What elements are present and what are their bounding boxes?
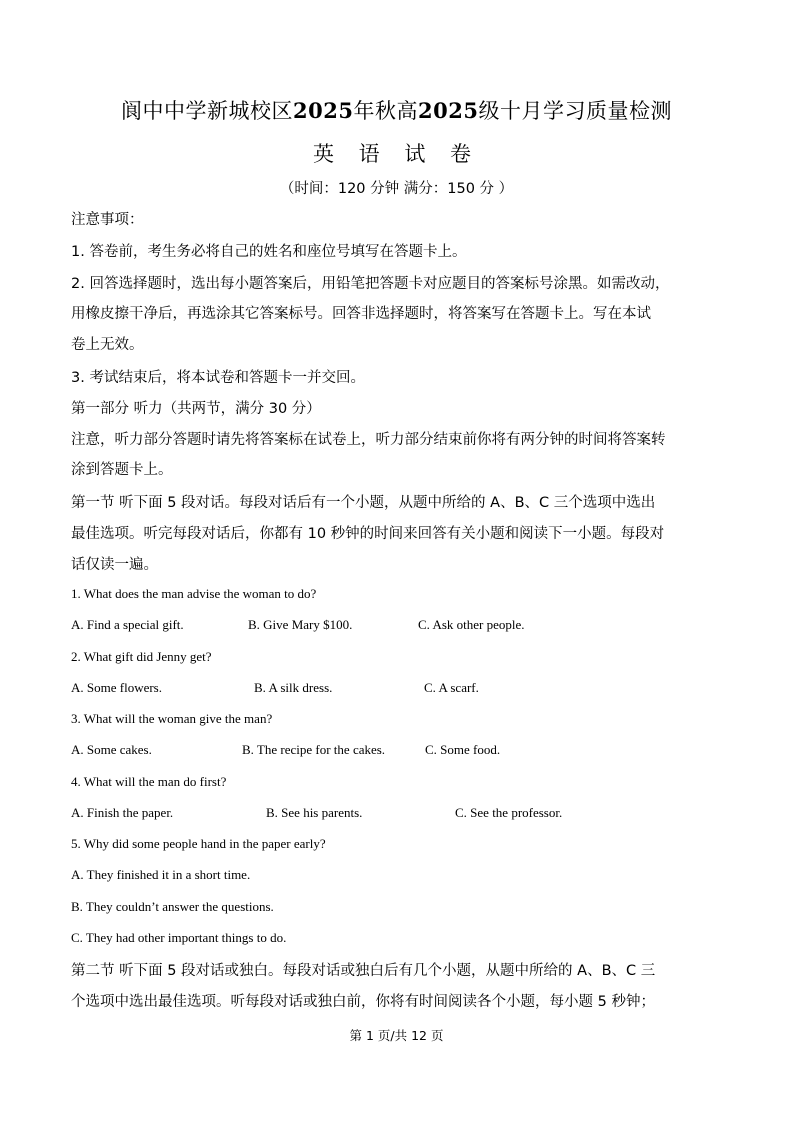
section1-line-3: 话仅读一遍。 [71,557,158,573]
title-suffix: 级十月学习质量检测 [478,99,672,123]
page-number: 第 1 页/共 12 页 [349,1028,444,1043]
title-mid: 年秋高 [353,99,418,123]
question-4: 4. What will the man do first? [71,774,227,789]
q1-option-c: C. Ask other people. [418,617,525,632]
title-school: 阆中中学新城校区 [121,99,294,123]
section2-line-1: 第二节 听下面 5 段对话或独白。每段对话或独白后有几个小题，从题中所给的 A、B、C 三 [71,963,656,979]
q2-option-a: A. Some flowers. [71,680,162,695]
time-info: （时间：120 分钟 满分：150 分 ） [279,181,514,197]
q4-option-a: A. Finish the paper. [71,805,174,820]
part1-heading: 第一部分 听力（共两节，满分 30 分） [71,401,321,417]
q3-option-c: C. Some food. [425,742,501,757]
q5-option-b: B. They couldn’t answer the questions. [71,899,274,914]
part1-note-line-1: 注意，听力部分答题时请先将答案标在试卷上，听力部分结束前你将有两分钟的时间将答案转 [71,432,666,448]
part1-note-line-2: 涂到答题卡上。 [71,462,173,478]
q1-option-b: B. Give Mary $100. [248,617,353,632]
section1-line-1: 第一节 听下面 5 段对话。每段对话后有一个小题，从题中所给的 A、B、C 三个选项中选出 [71,495,656,511]
q2-option-c: C. A scarf. [424,680,479,695]
q1-option-a: A. Find a special gift. [71,617,184,632]
q2-option-b: B. A silk dress. [254,680,333,695]
question-2: 2. What gift did Jenny get? [71,649,212,664]
section1-line-2: 最佳选项。听完每段对话后，你都有 10 秒钟的时间来回答有关小题和阅读下一小题。每段对 [71,526,665,542]
note-2-line-2: 用橡皮擦干净后，再选涂其它答案标号。回答非选择题时，将答案写在答题卡上。写在本试 [71,306,651,322]
q5-option-a: A. They finished it in a short time. [71,867,251,882]
exam-title [0,95,793,125]
question-5: 5. Why did some people hand in the paper early? [71,836,326,851]
q4-option-b: B. See his parents. [266,805,363,820]
question-1: 1. What does the man advise the woman to do? [71,586,317,601]
q3-option-b: B. The recipe for the cakes. [242,742,386,757]
question-3: 3. What will the woman give the man? [71,711,273,726]
note-2-line-3: 卷上无效。 [71,337,144,353]
section2-line-2: 个选项中选出最佳选项。听每段对话或独白前，你将有时间阅读各个小题，每小题 5 秒钟； [71,994,655,1010]
q3-option-a: A. Some cakes. [71,742,152,757]
q5-option-c: C. They had other important things to do. [71,930,287,945]
note-3: 3. 考试结束后，将本试卷和答题卡一并交回。 [71,370,365,386]
title-year-2: 2025 [418,98,479,123]
q4-option-c: C. See the professor. [455,805,563,820]
title-year-1: 2025 [293,98,354,123]
note-1: 1. 答卷前，考生务必将自己的姓名和座位号填写在答题卡上。 [71,244,467,260]
note-2-line-1: 2. 回答选择题时，选出每小题答案后，用铅笔把答题卡对应题目的答案标号涂黑。如需改动， [71,276,670,292]
notes-heading: 注意事项： [71,212,144,228]
exam-subtitle: 英 语 试 卷 [312,142,481,166]
